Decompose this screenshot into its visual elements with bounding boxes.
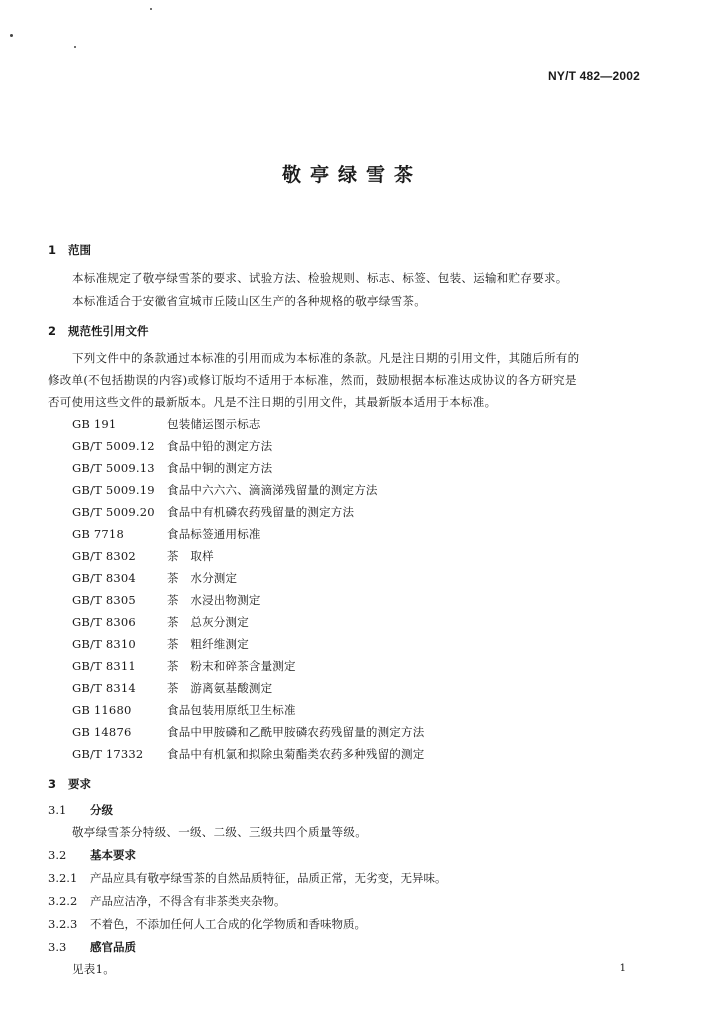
- document-title: 敬亭绿雪茶: [281, 164, 422, 186]
- reference-item: [72, 548, 214, 564]
- reference-code: GB/T 5009.20: [72, 505, 155, 519]
- reference-title: 食品中六六六、滴滴涕残留量的测定方法: [167, 483, 378, 497]
- clause-text: 产品应洁净，不得含有非茶类夹杂物。: [90, 894, 286, 908]
- subsection-title: 基本要求: [90, 848, 136, 862]
- subsection-title: 分级: [90, 803, 113, 817]
- paragraph: 修改单(不包括勘误的内容)或修订版均不适用于本标准，然而，鼓励根据本标准达成协议的各方研究是: [48, 373, 577, 387]
- reference-title: 食品中有机磷农药残留量的测定方法: [167, 505, 355, 519]
- subsection-number: 3.3: [48, 940, 67, 954]
- reference-code: GB/T 8302: [72, 549, 136, 563]
- subsection-number: 3.2: [48, 848, 67, 862]
- reference-item: [72, 526, 261, 542]
- section-title: 规范性引用文件: [68, 324, 149, 338]
- section-3-heading: [48, 776, 91, 792]
- paragraph: 否可使用这些文件的最新版本。凡是不注日期的引用文件，其最新版本适用于本标准。: [48, 395, 497, 409]
- reference-code: GB 7718: [72, 527, 124, 541]
- section-number: 1: [48, 243, 57, 257]
- reference-code: GB 191: [72, 417, 117, 431]
- paragraph: 见表1。: [72, 962, 116, 976]
- reference-code: GB/T 5009.12: [72, 439, 155, 453]
- reference-item: [72, 680, 272, 696]
- section-title: 要求: [68, 777, 91, 791]
- reference-code: GB/T 8306: [72, 615, 136, 629]
- reference-item: [72, 570, 237, 586]
- reference-title: 茶 粉末和碎茶含量测定: [167, 659, 296, 673]
- reference-item: [72, 658, 296, 674]
- clause-3-2-3: [48, 916, 366, 932]
- subsection-3-3-heading: [48, 939, 136, 955]
- reference-code: GB/T 8310: [72, 637, 136, 651]
- subsection-3-1-heading: [48, 802, 113, 818]
- clause-text: 产品应具有敬亭绿雪茶的自然品质特征，品质正常，无劣变，无异味。: [90, 871, 447, 885]
- section-number: 3: [48, 777, 57, 791]
- clause-number: 3.2.3: [48, 917, 78, 931]
- reference-title: 茶 水浸出物测定: [167, 593, 261, 607]
- reference-title: 食品标签通用标准: [167, 527, 261, 541]
- reference-item: [72, 416, 261, 432]
- scan-speck: [74, 46, 76, 48]
- scan-speck: [150, 8, 152, 10]
- reference-code: GB 11680: [72, 703, 132, 717]
- clause-text: 不着色，不添加任何人工合成的化学物质和香味物质。: [90, 917, 366, 931]
- section-title: 范围: [68, 243, 91, 257]
- reference-item: [72, 702, 296, 718]
- paragraph: 敬亭绿雪茶分特级、一级、二级、三级共四个质量等级。: [72, 825, 367, 839]
- reference-title: 食品中甲胺磷和乙酰甲胺磷农药残留量的测定方法: [167, 725, 425, 739]
- paragraph: 本标准规定了敬亭绿雪茶的要求、试验方法、检验规则、标志、标签、包装、运输和贮存要求。: [72, 271, 568, 285]
- subsection-title: 感官品质: [90, 940, 136, 954]
- reference-item: [72, 636, 249, 652]
- paragraph: 本标准适合于安徽省宣城市丘陵山区生产的各种规格的敬亭绿雪茶。: [72, 294, 426, 308]
- clause-3-2-2: [48, 893, 286, 909]
- reference-code: GB/T 8311: [72, 659, 136, 673]
- subsection-number: 3.1: [48, 803, 67, 817]
- scan-speck: [10, 34, 13, 37]
- section-2-heading: [48, 323, 149, 339]
- reference-code: GB 14876: [72, 725, 132, 739]
- section-1-heading: [48, 242, 91, 258]
- reference-title: 茶 粗纤维测定: [167, 637, 249, 651]
- reference-item: [72, 746, 424, 762]
- reference-title: 茶 水分测定: [167, 571, 238, 585]
- reference-code: GB/T 17332: [72, 747, 144, 761]
- reference-item: [72, 482, 378, 498]
- reference-item: [72, 460, 272, 476]
- reference-title: 食品中铅的测定方法: [167, 439, 273, 453]
- reference-item: [72, 724, 424, 740]
- subsection-3-2-heading: [48, 847, 136, 863]
- paragraph: 下列文件中的条款通过本标准的引用而成为本标准的条款。凡是注日期的引用文件，其随后所有的: [72, 351, 580, 365]
- reference-item: [72, 614, 249, 630]
- reference-title: 包装储运图示标志: [167, 417, 261, 431]
- reference-code: GB/T 8314: [72, 681, 136, 695]
- clause-3-2-1: [48, 870, 447, 886]
- reference-title: 食品包装用原纸卫生标准: [167, 703, 296, 717]
- reference-code: GB/T 8305: [72, 593, 136, 607]
- reference-code: GB/T 5009.19: [72, 483, 155, 497]
- reference-item: [72, 438, 272, 454]
- reference-title: 茶 游离氨基酸测定: [167, 681, 273, 695]
- reference-title: 食品中铜的测定方法: [167, 461, 273, 475]
- clause-number: 3.2.1: [48, 871, 78, 885]
- clause-number: 3.2.2: [48, 894, 78, 908]
- reference-code: GB/T 8304: [72, 571, 136, 585]
- reference-item: [72, 504, 354, 520]
- page-number: 1: [619, 963, 626, 974]
- reference-item: [72, 592, 261, 608]
- standard-number: NY/T 482—2002: [548, 69, 640, 83]
- reference-title: 茶 总灰分测定: [167, 615, 249, 629]
- section-number: 2: [48, 324, 57, 338]
- reference-code: GB/T 5009.13: [72, 461, 155, 475]
- reference-title: 食品中有机氯和拟除虫菊酯类农药多种残留的测定: [167, 747, 425, 761]
- reference-title: 茶 取样: [167, 549, 214, 563]
